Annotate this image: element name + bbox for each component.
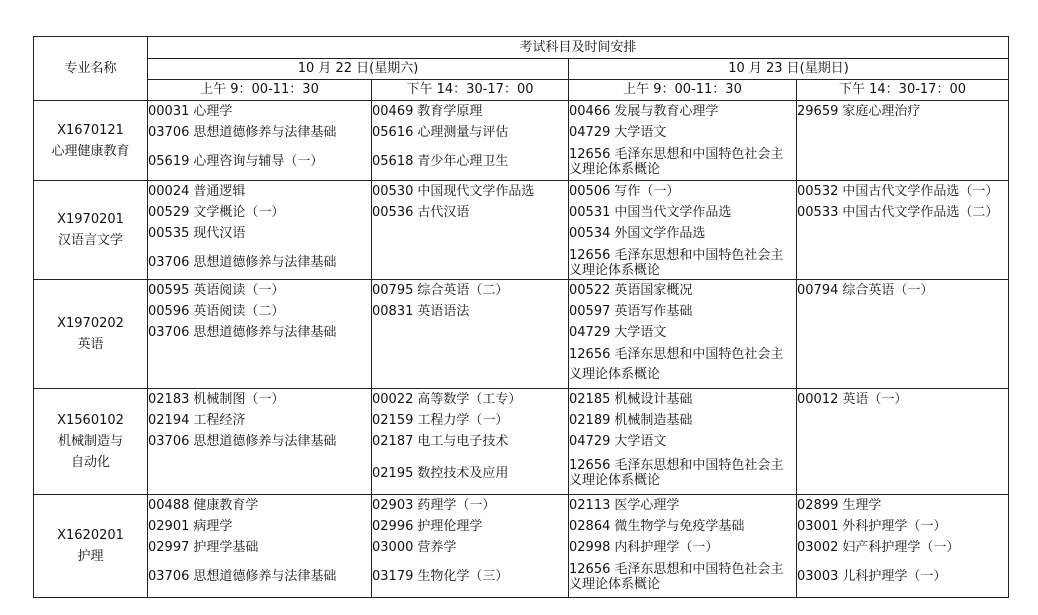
course-item bbox=[372, 463, 568, 484]
major-row bbox=[34, 181, 1009, 280]
major-row bbox=[34, 495, 1009, 598]
major-name-line-2: 自动化 bbox=[70, 455, 110, 470]
course-code: 04729 bbox=[569, 125, 611, 140]
course-code: 12656 bbox=[569, 562, 611, 577]
course-cell bbox=[148, 389, 372, 495]
course-code: 00522 bbox=[569, 283, 611, 298]
course-name: 英语阅读（二） bbox=[193, 304, 285, 319]
course-name: 医学心理学 bbox=[614, 498, 680, 513]
course-code: 00532 bbox=[797, 184, 839, 199]
course-name: 英语（一） bbox=[842, 392, 908, 407]
major-name: 汉语言文学 bbox=[57, 233, 123, 248]
course-cell bbox=[569, 495, 797, 598]
course-code: 02194 bbox=[148, 413, 190, 428]
course-cell bbox=[569, 101, 797, 181]
course-cell bbox=[372, 101, 569, 181]
course-name: 思想道德修养与法律基础 bbox=[193, 255, 337, 270]
schedule-title: 考试科目及时间安排 bbox=[148, 37, 1009, 59]
course-code: 03179 bbox=[372, 569, 414, 584]
course-cell bbox=[148, 181, 372, 280]
course-name: 高等数学（工专） bbox=[417, 392, 522, 407]
course-name: 现代汉语 bbox=[193, 226, 246, 241]
course-code: 00488 bbox=[148, 498, 190, 513]
course-code: 00529 bbox=[148, 205, 190, 220]
course-name: 英语国家概况 bbox=[614, 283, 693, 298]
course-code: 02159 bbox=[372, 413, 414, 428]
course-item bbox=[148, 431, 371, 452]
course-item bbox=[797, 537, 1008, 558]
course-name: 青少年心理卫生 bbox=[417, 154, 509, 169]
course-code: 02187 bbox=[372, 434, 414, 449]
course-cell bbox=[797, 181, 1009, 280]
session-header-day2-am: 上午 9：00-11：30 bbox=[569, 80, 797, 101]
course-item bbox=[372, 537, 568, 558]
course-name: 中国古代文学作品选（二） bbox=[842, 205, 999, 220]
course-code: 00012 bbox=[797, 392, 839, 407]
course-name: 发展与教育心理学 bbox=[614, 104, 719, 119]
course-item bbox=[148, 389, 371, 410]
course-code: 12656 bbox=[569, 458, 611, 473]
course-item bbox=[569, 101, 796, 122]
course-cell bbox=[372, 495, 569, 598]
course-cell bbox=[372, 389, 569, 495]
course-code: 05619 bbox=[148, 154, 190, 169]
course-name: 中国现代文学作品选 bbox=[417, 184, 535, 199]
course-code: 03002 bbox=[797, 540, 839, 555]
course-item bbox=[148, 495, 371, 516]
course-name: 大学语文 bbox=[614, 434, 667, 449]
course-name: 微生物学与免疫学基础 bbox=[614, 519, 745, 534]
course-item bbox=[797, 181, 1008, 202]
course-item bbox=[569, 322, 796, 343]
course-cell bbox=[797, 389, 1009, 495]
course-name: 文学概论（一） bbox=[193, 205, 285, 220]
course-name: 写作（一） bbox=[614, 184, 680, 199]
course-name: 机械设计基础 bbox=[614, 392, 693, 407]
course-code: 04729 bbox=[569, 434, 611, 449]
course-code: 00533 bbox=[797, 205, 839, 220]
course-item bbox=[569, 516, 796, 537]
course-code: 03706 bbox=[148, 325, 190, 340]
course-item bbox=[569, 301, 796, 322]
course-name: 思想道德修养与法律基础 bbox=[193, 125, 337, 140]
day-header-2: 10 月 23 日(星期日) bbox=[569, 59, 1009, 80]
course-code: 02903 bbox=[372, 498, 414, 513]
course-item bbox=[569, 202, 796, 223]
course-item bbox=[797, 389, 1008, 410]
course-name: 思想道德修养与法律基础 bbox=[193, 569, 337, 584]
course-name: 古代汉语 bbox=[417, 205, 470, 220]
course-code: 03001 bbox=[797, 519, 839, 534]
course-item bbox=[148, 301, 371, 322]
course-item bbox=[569, 389, 796, 410]
course-item bbox=[148, 566, 371, 587]
course-code: 12656 bbox=[569, 248, 611, 263]
course-item bbox=[797, 516, 1008, 537]
course-name: 护理伦理学 bbox=[417, 519, 483, 534]
course-name: 心理咨询与辅导（一） bbox=[193, 154, 324, 169]
course-name: 病理学 bbox=[193, 519, 233, 534]
course-cell bbox=[797, 280, 1009, 389]
course-item bbox=[569, 280, 796, 301]
course-item bbox=[148, 151, 371, 172]
course-item bbox=[148, 410, 371, 431]
course-item bbox=[372, 516, 568, 537]
course-item bbox=[372, 280, 568, 301]
course-item bbox=[372, 301, 568, 322]
course-code: 00530 bbox=[372, 184, 414, 199]
course-code: 03706 bbox=[148, 434, 190, 449]
course-name: 电工与电子技术 bbox=[417, 434, 509, 449]
course-name: 大学语文 bbox=[614, 325, 667, 340]
course-name: 综合英语（二） bbox=[417, 283, 509, 298]
course-name: 工程力学（一） bbox=[417, 413, 509, 428]
major-code: X1970202 bbox=[57, 316, 124, 331]
course-code: 00506 bbox=[569, 184, 611, 199]
course-item bbox=[148, 516, 371, 537]
course-code: 02901 bbox=[148, 519, 190, 534]
course-code: 02864 bbox=[569, 519, 611, 534]
course-name: 机械制图（一） bbox=[193, 392, 285, 407]
course-item bbox=[372, 431, 568, 452]
course-code: 03706 bbox=[148, 255, 190, 270]
major-code: X1560102 bbox=[57, 413, 124, 428]
course-item bbox=[569, 495, 796, 516]
course-code: 12656 bbox=[569, 147, 611, 162]
course-code: 03706 bbox=[148, 125, 190, 140]
course-code: 00031 bbox=[148, 104, 190, 119]
course-name: 内科护理学（一） bbox=[614, 540, 719, 555]
course-item bbox=[797, 280, 1008, 301]
course-item bbox=[372, 410, 568, 431]
course-code: 02183 bbox=[148, 392, 190, 407]
course-name: 外科护理学（一） bbox=[842, 519, 947, 534]
course-item bbox=[569, 223, 796, 244]
course-item bbox=[372, 101, 568, 122]
course-code: 03003 bbox=[797, 569, 839, 584]
course-code: 05616 bbox=[372, 125, 414, 140]
course-item bbox=[569, 122, 796, 143]
course-item bbox=[148, 101, 371, 122]
course-item bbox=[372, 122, 568, 143]
course-name: 心理学 bbox=[193, 104, 233, 119]
course-code: 29659 bbox=[797, 104, 839, 119]
course-item bbox=[148, 280, 371, 301]
course-item bbox=[797, 101, 1008, 122]
course-item bbox=[148, 322, 371, 343]
course-name: 外国文学作品选 bbox=[614, 226, 706, 241]
major-code: X1620201 bbox=[57, 528, 124, 543]
course-code: 02997 bbox=[148, 540, 190, 555]
course-item bbox=[148, 252, 371, 273]
course-item bbox=[797, 566, 1008, 587]
course-item bbox=[569, 458, 796, 488]
course-name: 中国古代文学作品选（一） bbox=[842, 184, 999, 199]
course-item bbox=[569, 431, 796, 452]
course-code: 00794 bbox=[797, 283, 839, 298]
course-cell bbox=[148, 495, 372, 598]
course-code: 00535 bbox=[148, 226, 190, 241]
course-item bbox=[569, 345, 796, 385]
course-cell bbox=[148, 101, 372, 181]
course-cell bbox=[569, 280, 797, 389]
course-item bbox=[569, 147, 796, 177]
major-code: X1970201 bbox=[57, 212, 124, 227]
course-item bbox=[797, 202, 1008, 223]
course-name: 生理学 bbox=[842, 498, 882, 513]
course-name: 儿科护理学（一） bbox=[842, 569, 947, 584]
course-name: 毛泽东思想和中国特色社会主义理论体系概论 bbox=[569, 248, 784, 278]
course-cell bbox=[372, 181, 569, 280]
course-code: 00597 bbox=[569, 304, 611, 319]
course-code: 05618 bbox=[372, 154, 414, 169]
major-cell bbox=[34, 181, 148, 280]
course-code: 00534 bbox=[569, 226, 611, 241]
course-name: 机械制造基础 bbox=[614, 413, 693, 428]
course-item bbox=[148, 537, 371, 558]
course-item bbox=[569, 248, 796, 278]
course-item bbox=[372, 181, 568, 202]
major-row bbox=[34, 101, 1009, 181]
course-code: 02195 bbox=[372, 466, 414, 481]
course-name: 生物化学（三） bbox=[417, 569, 509, 584]
course-code: 00536 bbox=[372, 205, 414, 220]
session-header-day2-pm: 下午 14：30-17：00 bbox=[797, 80, 1009, 101]
course-item bbox=[148, 223, 371, 244]
course-code: 00531 bbox=[569, 205, 611, 220]
course-code: 02189 bbox=[569, 413, 611, 428]
course-name: 毛泽东思想和中国特色社会主义理论体系概论 bbox=[569, 347, 784, 382]
course-name: 综合英语（一） bbox=[842, 283, 934, 298]
course-cell bbox=[569, 389, 797, 495]
course-name: 英语写作基础 bbox=[614, 304, 693, 319]
day-header-1: 10 月 22 日(星期六) bbox=[148, 59, 569, 80]
course-code: 00022 bbox=[372, 392, 414, 407]
course-name: 思想道德修养与法律基础 bbox=[193, 325, 337, 340]
course-name: 普通逻辑 bbox=[193, 184, 246, 199]
course-code: 02899 bbox=[797, 498, 839, 513]
course-code: 02113 bbox=[569, 498, 611, 513]
major-code: X1670121 bbox=[57, 122, 124, 138]
course-code: 00469 bbox=[372, 104, 414, 119]
course-name: 毛泽东思想和中国特色社会主义理论体系概论 bbox=[569, 562, 784, 592]
major-cell bbox=[34, 280, 148, 389]
course-name: 毛泽东思想和中国特色社会主义理论体系概论 bbox=[569, 147, 784, 177]
course-code: 00024 bbox=[148, 184, 190, 199]
course-name: 思想道德修养与法律基础 bbox=[193, 434, 337, 449]
course-item bbox=[148, 122, 371, 143]
course-name: 妇产科护理学（一） bbox=[842, 540, 960, 555]
exam-schedule-table bbox=[33, 36, 1009, 598]
session-header-day1-am: 上午 9：00-11：30 bbox=[148, 80, 372, 101]
course-item bbox=[372, 151, 568, 172]
course-name: 中国当代文学作品选 bbox=[614, 205, 732, 220]
course-code: 03706 bbox=[148, 569, 190, 584]
major-name-line-1: 机械制造与 bbox=[57, 434, 123, 449]
course-name: 数控技术及应用 bbox=[417, 466, 509, 481]
course-code: 04729 bbox=[569, 325, 611, 340]
course-item bbox=[372, 389, 568, 410]
major-cell bbox=[34, 495, 148, 598]
major-row bbox=[34, 280, 1009, 389]
course-cell bbox=[797, 495, 1009, 598]
course-name: 护理学基础 bbox=[193, 540, 259, 555]
course-code: 00795 bbox=[372, 283, 414, 298]
course-name: 药理学（一） bbox=[417, 498, 496, 513]
course-item bbox=[797, 495, 1008, 516]
course-name: 大学语文 bbox=[614, 125, 667, 140]
course-cell bbox=[372, 280, 569, 389]
course-item bbox=[569, 562, 796, 592]
course-code: 02185 bbox=[569, 392, 611, 407]
session-header-day1-pm: 下午 14：30-17：00 bbox=[372, 80, 569, 101]
course-name: 毛泽东思想和中国特色社会主义理论体系概论 bbox=[569, 458, 784, 488]
course-cell bbox=[797, 101, 1009, 181]
course-code: 03000 bbox=[372, 540, 414, 555]
course-item bbox=[372, 495, 568, 516]
course-item bbox=[148, 181, 371, 202]
course-name: 英语阅读（一） bbox=[193, 283, 285, 298]
major-cell bbox=[34, 101, 148, 181]
course-name: 营养学 bbox=[417, 540, 457, 555]
major-name: 英语 bbox=[77, 337, 104, 352]
major-cell bbox=[34, 389, 148, 495]
course-item bbox=[148, 202, 371, 223]
course-item bbox=[372, 202, 568, 223]
course-name: 家庭心理治疗 bbox=[842, 104, 921, 119]
major-row bbox=[34, 389, 1009, 495]
major-name: 心理健康教育 bbox=[51, 143, 130, 159]
course-name: 健康教育学 bbox=[193, 498, 259, 513]
major-name-header: 专业名称 bbox=[34, 37, 148, 101]
course-name: 工程经济 bbox=[193, 413, 246, 428]
course-code: 00596 bbox=[148, 304, 190, 319]
course-code: 02998 bbox=[569, 540, 611, 555]
course-item bbox=[569, 537, 796, 558]
course-item bbox=[569, 410, 796, 431]
major-name: 护理 bbox=[77, 549, 104, 564]
course-name: 英语语法 bbox=[417, 304, 470, 319]
course-code: 02996 bbox=[372, 519, 414, 534]
course-code: 12656 bbox=[569, 347, 611, 362]
course-item bbox=[569, 181, 796, 202]
course-item bbox=[372, 566, 568, 587]
course-code: 00831 bbox=[372, 304, 414, 319]
course-cell bbox=[569, 181, 797, 280]
course-name: 教育学原理 bbox=[417, 104, 483, 119]
course-code: 00466 bbox=[569, 104, 611, 119]
course-cell bbox=[148, 280, 372, 389]
course-name: 心理测量与评估 bbox=[417, 125, 509, 140]
course-code: 00595 bbox=[148, 283, 190, 298]
